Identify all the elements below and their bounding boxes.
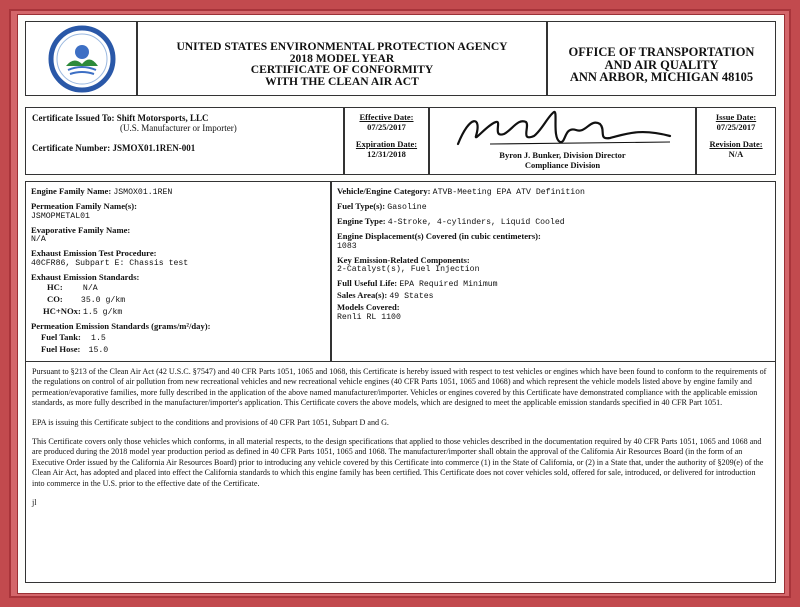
components-value: 2-Catalyst(s), Fuel Injection bbox=[337, 265, 480, 274]
displacement-label: Engine Displacement(s) Covered (in cubic centimeters): bbox=[337, 231, 541, 241]
fuel-hose-label: Fuel Hose: bbox=[41, 343, 81, 354]
epa-seal-icon bbox=[26, 22, 138, 97]
sales-area-label: Sales Area(s): bbox=[337, 290, 388, 300]
office-line-2: AND AIR QUALITY bbox=[604, 57, 719, 72]
expiration-date-label: Expiration Date: bbox=[355, 139, 418, 149]
body-paragraph-2: EPA is issuing this Certificate subject to the conditions and provisions of 40 CFR Part 1051, Subpart D and G. bbox=[32, 417, 389, 427]
evap-family-value: N/A bbox=[31, 235, 46, 244]
issue-date-value: 07/25/2017 bbox=[716, 122, 756, 132]
issue-dates-cell bbox=[696, 107, 776, 175]
sales-area-value: 49 States bbox=[389, 292, 434, 301]
certificate-paper bbox=[17, 14, 785, 594]
issued-to-value: Shift Motorsports, LLC bbox=[116, 113, 209, 123]
agency-line-3: CERTIFICATE OF CONFORMITY bbox=[250, 63, 434, 77]
revision-date-value: N/A bbox=[728, 149, 744, 159]
issued-to-cell bbox=[25, 107, 344, 175]
perm-family-value: JSMOPMETAL01 bbox=[31, 211, 90, 221]
issue-date-label: Issue Date: bbox=[715, 112, 757, 122]
office-line-1: OFFICE OF TRANSPORTATION bbox=[568, 45, 755, 59]
fuel-hose-value: 15.0 bbox=[88, 345, 109, 355]
cert-number-label: Certificate Number: bbox=[32, 143, 111, 153]
office-title bbox=[548, 46, 775, 84]
category-label: Vehicle/Engine Category: bbox=[337, 186, 431, 196]
agency-title bbox=[138, 41, 546, 87]
engine-family-label: Engine Family Name: bbox=[31, 186, 112, 196]
models-covered-label: Models Covered: bbox=[337, 302, 400, 312]
fuel-tank-value: 1.5 bbox=[91, 333, 106, 343]
engine-type-label: Engine Type: bbox=[337, 216, 386, 226]
components-label: Key Emission-Related Components: bbox=[337, 254, 470, 265]
models-covered-value: Renli RL 1100 bbox=[337, 312, 401, 322]
category-value: ATVB-Meeting EPA ATV Definition bbox=[432, 188, 585, 197]
exhaust-standards-label: Exhaust Emission Standards: bbox=[31, 271, 140, 282]
agency-title-cell bbox=[137, 21, 547, 96]
effective-date-label: Effective Date: bbox=[359, 112, 414, 122]
displacement-value: 1083 bbox=[337, 241, 357, 251]
engine-family-value: JSMOX01.1REN bbox=[113, 188, 173, 197]
useful-life-value: EPA Required Minimum bbox=[399, 280, 498, 289]
perm-family-label: Permeation Family Name(s): bbox=[31, 201, 137, 211]
certificate-body bbox=[25, 361, 776, 583]
body-paragraph-1: Pursuant to §213 of the Clean Air Act (42 U.S.C. §7547) and 40 CFR Parts 1051, 1065 and 1068, this Certificate is hereby issued with respect to test vehicles or engines which have been found to conform to the requirements of the regulations on control of air pollution from new recreational vehicles and new recreational vehicle engines (40 CFR Parts 1051, 1065 and 1068) and which represent the vehicle models listed above by engine family and permeation/evaporative families, more fully described in the application of the above named manufacturer/importer. Vehicles or engines covered by this Certificate have demonstrated compliance with the applicable emission standards, as more fully described in the manufacturer/importer's application. This Certificate covers the above models, which are designed to meet the applicable emission standards specified in 40 CFR Part 1051. bbox=[32, 367, 767, 408]
evap-family-label: Evaporative Family Name: bbox=[31, 224, 131, 235]
engine-type-value: 4-Stroke, 4-cylinders, Liquid Cooled bbox=[387, 218, 565, 227]
signer-division: Compliance Division bbox=[524, 160, 601, 170]
useful-life-label: Full Useful Life: bbox=[337, 278, 398, 288]
fuel-type-value: Gasoline bbox=[387, 203, 427, 212]
permeation-standards-label: Permeation Emission Standards (grams/m²/day): bbox=[31, 321, 211, 331]
hcnox-value: 1.5 g/km bbox=[83, 308, 123, 317]
signer-name: Byron J. Bunker, Division Director bbox=[499, 150, 626, 160]
body-initials: jl bbox=[32, 498, 37, 508]
issued-to-label: Certificate Issued To: bbox=[32, 113, 115, 123]
hc-label: HC: bbox=[47, 282, 63, 292]
effective-date-value: 07/25/2017 bbox=[367, 122, 406, 132]
fuel-tank-label: Fuel Tank: bbox=[41, 331, 81, 342]
expiration-date-value: 12/31/2018 bbox=[367, 149, 406, 159]
revision-date-label: Revision Date: bbox=[709, 139, 763, 149]
agency-line-1: UNITED STATES ENVIRONMENTAL PROTECTION AGENCY bbox=[176, 40, 508, 53]
office-cell bbox=[547, 21, 776, 96]
test-procedure-value: 40CFR86, Subpart E: Chassis test bbox=[31, 258, 189, 268]
issued-to-sub: (U.S. Manufacturer or Importer) bbox=[120, 123, 237, 133]
co-value: 35.0 g/km bbox=[80, 296, 126, 305]
test-procedure-label: Exhaust Emission Test Procedure: bbox=[31, 248, 157, 258]
hc-value: N/A bbox=[82, 284, 98, 293]
agency-line-4: WITH THE CLEAN AIR ACT bbox=[265, 74, 419, 88]
signature-image bbox=[430, 108, 695, 152]
fuel-type-label: Fuel Type(s): bbox=[337, 201, 386, 211]
dates-cell bbox=[344, 107, 429, 175]
co-label: CO: bbox=[47, 294, 63, 304]
hcnox-label: HC+NOx: bbox=[43, 306, 81, 316]
office-line-3: ANN ARBOR, MICHIGAN 48105 bbox=[569, 70, 754, 84]
logo-cell bbox=[25, 21, 137, 96]
agency-line-2: 2018 MODEL YEAR bbox=[289, 51, 395, 65]
signature-cell bbox=[429, 107, 696, 175]
vehicle-details-cell bbox=[331, 181, 776, 362]
body-paragraph-3: This Certificate covers only those vehicles which conforms, in all material respects, to the design specifications that applied to those vehicles described in the documentation required by 40 CFR Parts 1051, 1065 and 1068 and are produced during the 2018 model year production period as defined in 40 CFR Parts 1051, 1065 and 1068. The manufacturer/importer shall obtain the approval of the California Air Resources Board (in the form of an Executive Order issued by the California Air Resources Board) prior to introducing any vehicle covered by this Certificate into commerce (1) in the State of California, or (2) in a State that, under the authority of §209(e) of the Clean Air Act, has adopted and placed into effect the California standards to which this engine family has been certified. This Certificate does not cover vehicles sold, offered for sale, introduced, or delivered for introduction into commerce in the U.S. prior to the effective date of the Certificate. bbox=[32, 437, 764, 488]
engine-family-cell bbox=[25, 181, 331, 362]
cert-number-value: JSMOX01.1REN-001 bbox=[112, 143, 196, 153]
